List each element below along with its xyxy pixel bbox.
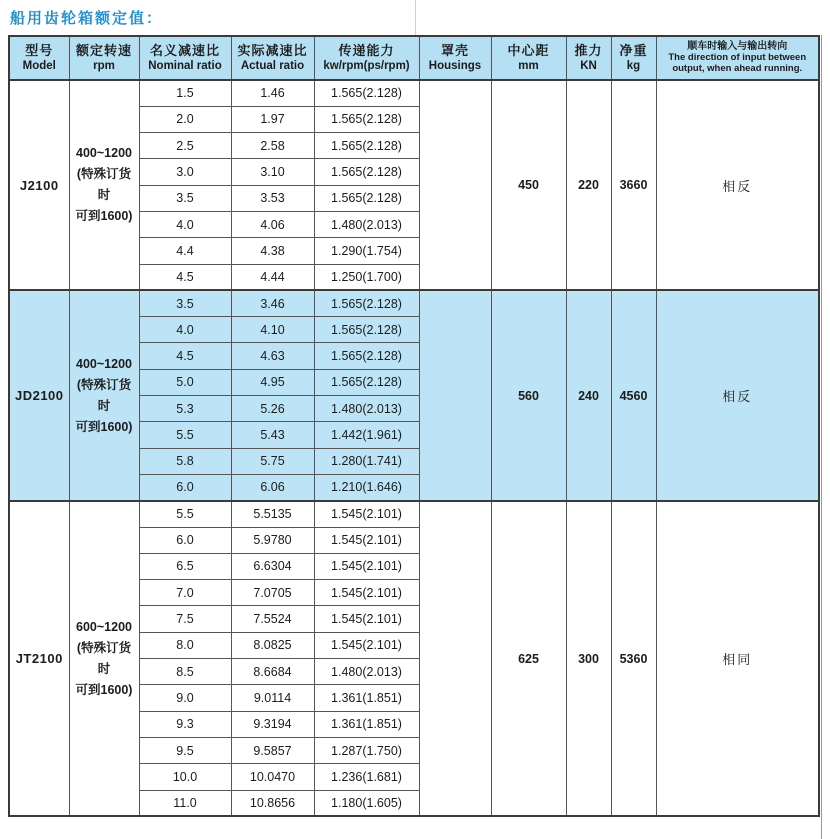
nominal-ratio-cell: 6.0 <box>139 474 231 500</box>
capacity-cell: 1.480(2.013) <box>314 659 419 685</box>
header-model-zh: 型号 <box>25 42 54 58</box>
gearbox-ratings-table <box>8 35 820 817</box>
nominal-ratio-cell: 4.4 <box>139 238 231 264</box>
header-thrust-en: KN <box>580 59 597 72</box>
thrust-cell: 300 <box>566 501 611 817</box>
nominal-ratio-cell: 8.5 <box>139 659 231 685</box>
nominal-ratio-cell: 4.0 <box>139 317 231 343</box>
header-net-weight-en: kg <box>626 59 641 72</box>
actual-ratio-cell: 3.53 <box>231 185 314 211</box>
rated-speed-line: (特殊订货时 <box>76 377 132 413</box>
capacity-cell: 1.545(2.101) <box>314 501 419 527</box>
actual-ratio-cell: 6.6304 <box>231 553 314 579</box>
header-housings-en: Housings <box>428 59 482 72</box>
rated-speed-cell <box>69 501 139 817</box>
actual-ratio-cell: 9.5857 <box>231 737 314 763</box>
header-direction-en: The direction of input between output, when ahead running. <box>668 52 807 75</box>
page-title: 船用齿轮箱额定值： <box>10 10 164 27</box>
nominal-ratio-cell: 6.0 <box>139 527 231 553</box>
nominal-ratio-cell: 2.0 <box>139 106 231 132</box>
header-nominal-ratio <box>139 36 231 80</box>
header-net-weight <box>611 36 656 80</box>
header-direction <box>656 36 819 80</box>
nominal-ratio-cell: 5.3 <box>139 396 231 422</box>
capacity-cell: 1.180(1.605) <box>314 790 419 816</box>
header-center-distance <box>491 36 566 80</box>
direction-cell: 相反 <box>656 80 819 290</box>
nominal-ratio-cell: 4.0 <box>139 211 231 237</box>
actual-ratio-cell: 5.5135 <box>231 501 314 527</box>
capacity-cell: 1.442(1.961) <box>314 422 419 448</box>
header-thrust <box>566 36 611 80</box>
capacity-cell: 1.565(2.128) <box>314 317 419 343</box>
nominal-ratio-cell: 9.5 <box>139 737 231 763</box>
header-housings <box>419 36 491 80</box>
capacity-cell: 1.565(2.128) <box>314 159 419 185</box>
actual-ratio-cell: 4.63 <box>231 343 314 369</box>
capacity-cell: 1.545(2.101) <box>314 632 419 658</box>
rated-speed-line: (特殊订货时 <box>76 640 132 676</box>
header-rated-speed-zh: 额定转速 <box>75 42 132 58</box>
header-thrust-zh: 推力 <box>574 42 603 58</box>
thrust-cell: 220 <box>566 80 611 290</box>
header-model-en: Model <box>22 59 56 72</box>
direction-cell: 相反 <box>656 290 819 500</box>
nominal-ratio-cell: 8.0 <box>139 632 231 658</box>
capacity-cell: 1.565(2.128) <box>314 343 419 369</box>
table-body <box>9 80 819 816</box>
capacity-cell: 1.480(2.013) <box>314 211 419 237</box>
header-capacity-zh: 传递能力 <box>338 42 395 58</box>
center-distance-cell: 450 <box>491 80 566 290</box>
actual-ratio-cell: 4.10 <box>231 317 314 343</box>
rated-speed-cell <box>69 290 139 500</box>
capacity-cell: 1.565(2.128) <box>314 369 419 395</box>
nominal-ratio-cell: 5.8 <box>139 448 231 474</box>
header-capacity-en: kw/rpm(ps/rpm) <box>323 59 410 72</box>
model-cell: JT2100 <box>9 501 69 817</box>
actual-ratio-cell: 6.06 <box>231 474 314 500</box>
capacity-cell: 1.565(2.128) <box>314 185 419 211</box>
nominal-ratio-cell: 9.3 <box>139 711 231 737</box>
actual-ratio-cell: 3.10 <box>231 159 314 185</box>
nominal-ratio-cell: 4.5 <box>139 264 231 290</box>
header-nominal-ratio-en: Nominal ratio <box>148 59 222 72</box>
nominal-ratio-cell: 6.5 <box>139 553 231 579</box>
header-actual-ratio <box>231 36 314 80</box>
nominal-ratio-cell: 5.5 <box>139 501 231 527</box>
nominal-ratio-cell: 4.5 <box>139 343 231 369</box>
actual-ratio-cell: 5.9780 <box>231 527 314 553</box>
header-center-distance-en: mm <box>518 59 539 72</box>
nominal-ratio-cell: 10.0 <box>139 764 231 790</box>
capacity-cell: 1.545(2.101) <box>314 553 419 579</box>
rated-speed-line: 400~1200 <box>76 356 132 371</box>
header-model <box>9 36 69 80</box>
direction-cell: 相同 <box>656 501 819 817</box>
page-column-divider-line <box>415 0 416 36</box>
capacity-cell: 1.361(1.851) <box>314 685 419 711</box>
nominal-ratio-cell: 3.5 <box>139 185 231 211</box>
header-direction-zh: 顺车时输入与输出转向 <box>687 40 788 52</box>
actual-ratio-cell: 7.5524 <box>231 606 314 632</box>
header-rated-speed <box>69 36 139 80</box>
model-cell: JD2100 <box>9 290 69 500</box>
capacity-cell: 1.565(2.128) <box>314 106 419 132</box>
capacity-cell: 1.361(1.851) <box>314 711 419 737</box>
capacity-cell: 1.290(1.754) <box>314 238 419 264</box>
capacity-cell: 1.236(1.681) <box>314 764 419 790</box>
capacity-cell: 1.545(2.101) <box>314 606 419 632</box>
rated-speed-line: 600~1200 <box>76 619 132 634</box>
actual-ratio-cell: 5.26 <box>231 396 314 422</box>
nominal-ratio-cell: 7.0 <box>139 580 231 606</box>
actual-ratio-cell: 5.43 <box>231 422 314 448</box>
header-nominal-ratio-zh: 名义减速比 <box>149 42 220 58</box>
rated-speed-line: 400~1200 <box>76 146 132 161</box>
actual-ratio-cell: 1.46 <box>231 80 314 106</box>
actual-ratio-cell: 1.97 <box>231 106 314 132</box>
capacity-cell: 1.250(1.700) <box>314 264 419 290</box>
table-row <box>9 80 819 106</box>
actual-ratio-cell: 4.95 <box>231 369 314 395</box>
nominal-ratio-cell: 7.5 <box>139 606 231 632</box>
net-weight-cell: 4560 <box>611 290 656 500</box>
header-actual-ratio-zh: 实际减速比 <box>237 42 308 58</box>
header-capacity <box>314 36 419 80</box>
capacity-cell: 1.280(1.741) <box>314 448 419 474</box>
actual-ratio-cell: 5.75 <box>231 448 314 474</box>
nominal-ratio-cell: 5.5 <box>139 422 231 448</box>
net-weight-cell: 3660 <box>611 80 656 290</box>
header-center-distance-zh: 中心距 <box>507 42 550 58</box>
actual-ratio-cell: 9.3194 <box>231 711 314 737</box>
rated-speed-line: (特殊订货时 <box>76 167 132 203</box>
rated-speed-line: 可到1600) <box>75 682 133 697</box>
table-row <box>9 290 819 316</box>
table-row <box>9 501 819 527</box>
header-row <box>9 36 819 80</box>
actual-ratio-cell: 4.44 <box>231 264 314 290</box>
actual-ratio-cell: 2.58 <box>231 133 314 159</box>
page-edge-line <box>821 35 822 839</box>
capacity-cell: 1.565(2.128) <box>314 133 419 159</box>
nominal-ratio-cell: 5.0 <box>139 369 231 395</box>
capacity-cell: 1.210(1.646) <box>314 474 419 500</box>
header-housings-zh: 罩壳 <box>440 42 469 58</box>
capacity-cell: 1.480(2.013) <box>314 396 419 422</box>
nominal-ratio-cell: 11.0 <box>139 790 231 816</box>
net-weight-cell: 5360 <box>611 501 656 817</box>
nominal-ratio-cell: 3.5 <box>139 290 231 316</box>
model-cell: J2100 <box>9 80 69 290</box>
capacity-cell: 1.287(1.750) <box>314 737 419 763</box>
actual-ratio-cell: 4.06 <box>231 211 314 237</box>
actual-ratio-cell: 10.8656 <box>231 790 314 816</box>
rated-speed-cell <box>69 80 139 290</box>
actual-ratio-cell: 4.38 <box>231 238 314 264</box>
housings-cell <box>419 290 491 500</box>
capacity-cell: 1.545(2.101) <box>314 580 419 606</box>
center-distance-cell: 560 <box>491 290 566 500</box>
header-actual-ratio-en: Actual ratio <box>240 59 305 72</box>
actual-ratio-cell: 8.0825 <box>231 632 314 658</box>
housings-cell <box>419 80 491 290</box>
table-header <box>9 36 819 80</box>
capacity-cell: 1.545(2.101) <box>314 527 419 553</box>
nominal-ratio-cell: 9.0 <box>139 685 231 711</box>
thrust-cell: 240 <box>566 290 611 500</box>
actual-ratio-cell: 3.46 <box>231 290 314 316</box>
actual-ratio-cell: 10.0470 <box>231 764 314 790</box>
capacity-cell: 1.565(2.128) <box>314 80 419 106</box>
nominal-ratio-cell: 2.5 <box>139 133 231 159</box>
center-distance-cell: 625 <box>491 501 566 817</box>
actual-ratio-cell: 7.0705 <box>231 580 314 606</box>
actual-ratio-cell: 8.6684 <box>231 659 314 685</box>
header-net-weight-zh: 净重 <box>619 42 648 58</box>
nominal-ratio-cell: 1.5 <box>139 80 231 106</box>
header-rated-speed-en: rpm <box>93 59 115 72</box>
housings-cell <box>419 501 491 817</box>
capacity-cell: 1.565(2.128) <box>314 290 419 316</box>
actual-ratio-cell: 9.0114 <box>231 685 314 711</box>
rated-speed-line: 可到1600) <box>75 419 133 434</box>
nominal-ratio-cell: 3.0 <box>139 159 231 185</box>
rated-speed-line: 可到1600) <box>75 209 133 224</box>
